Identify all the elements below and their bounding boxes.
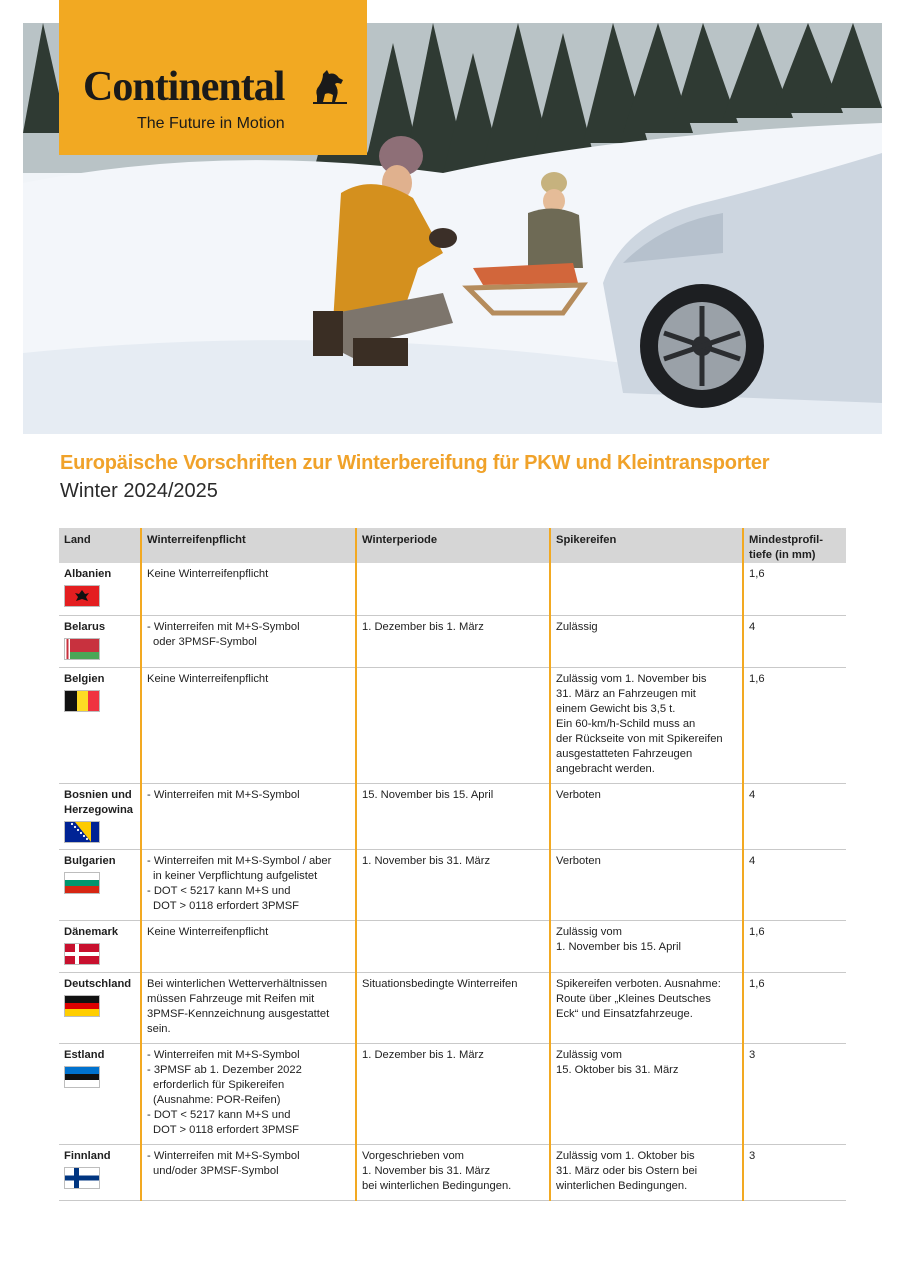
cell-text: Route über „Kleines Deutsches: [556, 992, 711, 1005]
cell-text: Ein 60-km/h-Schild muss an: [556, 717, 696, 730]
cell-winterperiode: [356, 1043, 550, 1144]
cell-spikereifen: [550, 1144, 743, 1200]
column-header-land: Land: [59, 528, 141, 563]
country-name-line1: Bosnien und: [64, 788, 132, 801]
cell-land: [59, 920, 141, 972]
cell-text: winterlichen Bedingungen.: [556, 1179, 688, 1192]
cell-text: DOT > 0118 erfordert 3PMSF: [153, 899, 300, 912]
table-row-belarus: [59, 615, 846, 667]
flag-finland-icon: [64, 1167, 100, 1189]
cell-text: 3PMSF-Kennzeichnung ausgestattet: [147, 1007, 330, 1020]
cell-land: [59, 783, 141, 849]
table-row-albanien: [59, 563, 846, 615]
cell-text: Zulässig: [556, 620, 598, 633]
cell-spikereifen: [550, 1043, 743, 1144]
flag-estonia-icon: [64, 1066, 100, 1088]
table-row-estland: [59, 1043, 846, 1144]
cell-spikereifen: [550, 615, 743, 667]
cell-winterperiode: [356, 783, 550, 849]
cell-text: 31. März oder bis Ostern bei: [556, 1164, 698, 1177]
cell-land: [59, 849, 141, 920]
cell-land: [59, 563, 141, 615]
cell-text: erforderlich für Spikereifen: [153, 1078, 285, 1091]
cell-winterreifenpflicht: [141, 1144, 356, 1200]
cell-winterreifenpflicht: [141, 1043, 356, 1144]
cell-text: Zulässig vom 1. November bis: [556, 672, 707, 685]
cell-profiltiefe: 4: [743, 615, 846, 667]
cell-winterperiode: [356, 849, 550, 920]
cell-text: bei winterlichen Bedingungen.: [362, 1179, 512, 1192]
cell-text: - DOT < 5217 kann M+S und: [147, 884, 291, 897]
page-subtitle: Winter 2024/2025: [60, 480, 218, 502]
cell-text: 1. Dezember bis 1. März: [362, 620, 484, 633]
flag-denmark-icon: [64, 943, 100, 965]
column-header-profil-line2: tiefe (in mm): [749, 549, 816, 561]
cell-profiltiefe: 4: [743, 849, 846, 920]
cell-winterreifenpflicht: [141, 920, 356, 972]
cell-text: Spikereifen verboten. Ausnahme:: [556, 977, 721, 990]
cell-text: und/oder 3PMSF-Symbol: [153, 1164, 279, 1177]
table-row-daenemark: [59, 920, 846, 972]
cell-profiltiefe: 3: [743, 1144, 846, 1200]
cell-text: Verboten: [556, 788, 601, 801]
country-name: Deutschland: [64, 977, 132, 990]
brand-logo-box: [59, 0, 367, 155]
table-row-bosnien-herzegowina: [59, 783, 846, 849]
cell-winterreifenpflicht: [141, 667, 356, 783]
cell-winterperiode: [356, 972, 550, 1043]
cell-text: einem Gewicht bis 3,5 t.: [556, 702, 676, 715]
cell-text: Zulässig vom: [556, 1048, 622, 1061]
regulations-table: [59, 528, 846, 1201]
cell-text: Zulässig vom 1. Oktober bis: [556, 1149, 695, 1162]
column-header-winterreifenpflicht: Winterreifenpflicht: [141, 528, 356, 563]
country-name: Belgien: [64, 672, 105, 685]
column-header-spikereifen: Spikereifen: [550, 528, 743, 563]
cell-winterperiode: [356, 1144, 550, 1200]
cell-land: [59, 615, 141, 667]
cell-text: 1. November bis 31. März: [362, 854, 491, 867]
flag-germany-icon: [64, 995, 100, 1017]
flag-belarus-icon: [64, 638, 100, 660]
cell-spikereifen: [550, 920, 743, 972]
country-name: Dänemark: [64, 925, 119, 938]
cell-text: 31. März an Fahrzeugen mit: [556, 687, 696, 700]
table-row-deutschland: [59, 972, 846, 1043]
cell-text: Verboten: [556, 854, 601, 867]
cell-spikereifen: [550, 783, 743, 849]
cell-winterreifenpflicht: [141, 849, 356, 920]
cell-text: - Winterreifen mit M+S-Symbol: [147, 1048, 300, 1061]
cell-text: Zulässig vom: [556, 925, 622, 938]
column-header-profil-line1: Mindestprofil-: [749, 534, 823, 546]
cell-profiltiefe: 1,6: [743, 563, 846, 615]
cell-text: Keine Winterreifenpflicht: [147, 568, 269, 580]
cell-land: [59, 1043, 141, 1144]
cell-winterreifenpflicht: [141, 615, 356, 667]
cell-winterreifenpflicht: [141, 972, 356, 1043]
cell-text: - DOT < 5217 kann M+S und: [147, 1108, 291, 1121]
cell-winterperiode: [356, 667, 550, 783]
table-row-belgien: [59, 667, 846, 783]
cell-winterperiode: [356, 920, 550, 972]
flag-belgium-icon: [64, 690, 100, 712]
page-title: Europäische Vorschriften zur Winterbereifung für PKW und Kleintransporter: [60, 452, 770, 474]
cell-winterperiode: [356, 563, 550, 615]
cell-winterreifenpflicht: [141, 783, 356, 849]
cell-land: [59, 972, 141, 1043]
cell-text: - Winterreifen mit M+S-Symbol: [147, 788, 300, 801]
flag-bulgaria-icon: [64, 872, 100, 894]
table-header-row: [59, 528, 846, 563]
country-name: Bulgarien: [64, 854, 116, 867]
country-name: Estland: [64, 1048, 105, 1061]
country-name: Albanien: [64, 568, 112, 580]
brand-logo: Continental: [83, 64, 285, 110]
cell-text: Eck“ und Einsatzfahrzeuge.: [556, 1007, 693, 1020]
cell-text: angebracht werden.: [556, 762, 655, 775]
cell-text: Keine Winterreifenpflicht: [147, 925, 269, 938]
country-name-line2: Herzegowina: [64, 803, 134, 816]
flag-albania-icon: [64, 585, 100, 607]
cell-text: 1. November bis 15. April: [556, 940, 681, 953]
column-header-mindestprofiltiefe: [743, 528, 846, 563]
cell-text: 1. November bis 31. März: [362, 1164, 491, 1177]
cell-land: [59, 667, 141, 783]
country-name: Finnland: [64, 1149, 111, 1162]
cell-land: [59, 1144, 141, 1200]
cell-text: Situationsbedingte Winterreifen: [362, 977, 518, 990]
cell-text: sein.: [147, 1022, 171, 1035]
country-name: Belarus: [64, 620, 106, 633]
cell-text: 15. November bis 15. April: [362, 788, 494, 801]
cell-profiltiefe: 1,6: [743, 920, 846, 972]
cell-text: in keiner Verpflichtung aufgelistet: [153, 869, 318, 882]
cell-profiltiefe: 1,6: [743, 972, 846, 1043]
cell-profiltiefe: 3: [743, 1043, 846, 1144]
cell-spikereifen: [550, 849, 743, 920]
cell-winterperiode: [356, 615, 550, 667]
cell-text: 1. Dezember bis 1. März: [362, 1048, 484, 1061]
cell-profiltiefe: 1,6: [743, 667, 846, 783]
cell-text: - Winterreifen mit M+S-Symbol: [147, 620, 300, 633]
cell-text: - Winterreifen mit M+S-Symbol: [147, 1149, 300, 1162]
cell-spikereifen: [550, 972, 743, 1043]
horse-icon: [313, 68, 347, 104]
cell-text: oder 3PMSF-Symbol: [153, 635, 257, 648]
cell-text: (Ausnahme: POR-Reifen): [153, 1093, 281, 1106]
cell-text: Vorgeschrieben vom: [362, 1149, 464, 1162]
cell-text: ausgestatteten Fahrzeugen: [556, 747, 693, 760]
cell-spikereifen: [550, 563, 743, 615]
flag-bosnia-icon: [64, 821, 100, 843]
brand-tagline: The Future in Motion: [137, 115, 285, 132]
table-row-bulgarien: [59, 849, 846, 920]
cell-text: Bei winterlichen Wetterverhältnissen: [147, 977, 328, 990]
cell-text: der Rückseite von mit Spikereifen: [556, 732, 723, 745]
cell-text: Keine Winterreifenpflicht: [147, 672, 269, 685]
cell-winterreifenpflicht: [141, 563, 356, 615]
column-header-winterperiode: Winterperiode: [356, 528, 550, 563]
cell-text: - 3PMSF ab 1. Dezember 2022: [147, 1063, 302, 1076]
cell-text: DOT > 0118 erfordert 3PMSF: [153, 1123, 300, 1136]
cell-text: - Winterreifen mit M+S-Symbol / aber: [147, 854, 332, 867]
table-row-finnland: [59, 1144, 846, 1200]
cell-spikereifen: [550, 667, 743, 783]
cell-profiltiefe: 4: [743, 783, 846, 849]
cell-text: müssen Fahrzeuge mit Reifen mit: [147, 992, 315, 1005]
cell-text: 15. Oktober bis 31. März: [556, 1063, 679, 1076]
